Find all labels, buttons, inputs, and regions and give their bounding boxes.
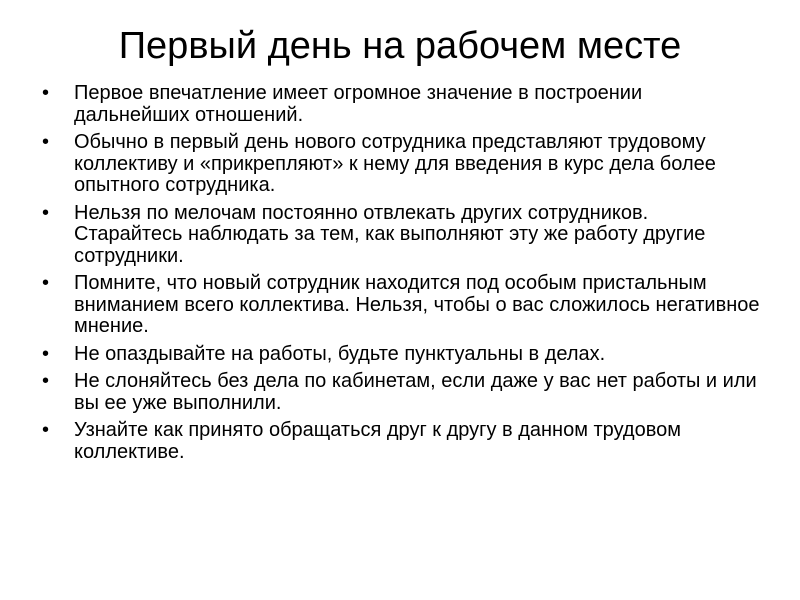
slide-title: Первый день на рабочем месте <box>118 25 682 67</box>
bullet-item <box>42 371 762 414</box>
bullet-marker: • <box>42 82 50 104</box>
bullet-text: Помните, что новый сотрудник находится под особым пристальным вниманием всего коллектива. Нельзя, чтобы о вас сложилось негативное мнение. <box>74 272 760 337</box>
bullet-marker: • <box>42 131 50 153</box>
bullet-item <box>42 273 762 338</box>
bullet-list <box>42 83 762 469</box>
bullet-text: Нельзя по мелочам постоянно отвлекать других сотрудников. Старайтесь наблюдать за тем, как выполняют эту же работу другие сотрудники. <box>74 201 706 267</box>
bullet-text: Не опаздывайте на работы, будьте пунктуальны в делах. <box>74 342 606 365</box>
bullet-item <box>42 203 762 268</box>
bullet-text: Первое впечатление имеет огромное значение в построении дальнейших отношений. <box>74 82 643 126</box>
bullet-marker: • <box>42 272 50 294</box>
bullet-text: Обычно в первый день нового сотрудника представляют трудовому коллективу и «прикрепляют» к нему для введения в курс дела более опытного сотрудника. <box>74 131 716 196</box>
bullet-text: Узнайте как принято обращаться друг к другу в данном трудовом коллективе. <box>74 419 681 463</box>
bullet-marker: • <box>42 342 50 365</box>
bullet-text: Не слоняйтесь без дела по кабинетам, если даже у вас нет работы и или вы ее уже выполнили. <box>74 370 757 414</box>
bullet-item <box>42 83 762 126</box>
bullet-item <box>42 420 762 463</box>
bullet-marker: • <box>42 419 50 441</box>
bullet-item <box>42 132 762 197</box>
bullet-marker: • <box>42 201 50 224</box>
bullet-marker: • <box>42 370 50 392</box>
bullet-item <box>42 344 762 366</box>
